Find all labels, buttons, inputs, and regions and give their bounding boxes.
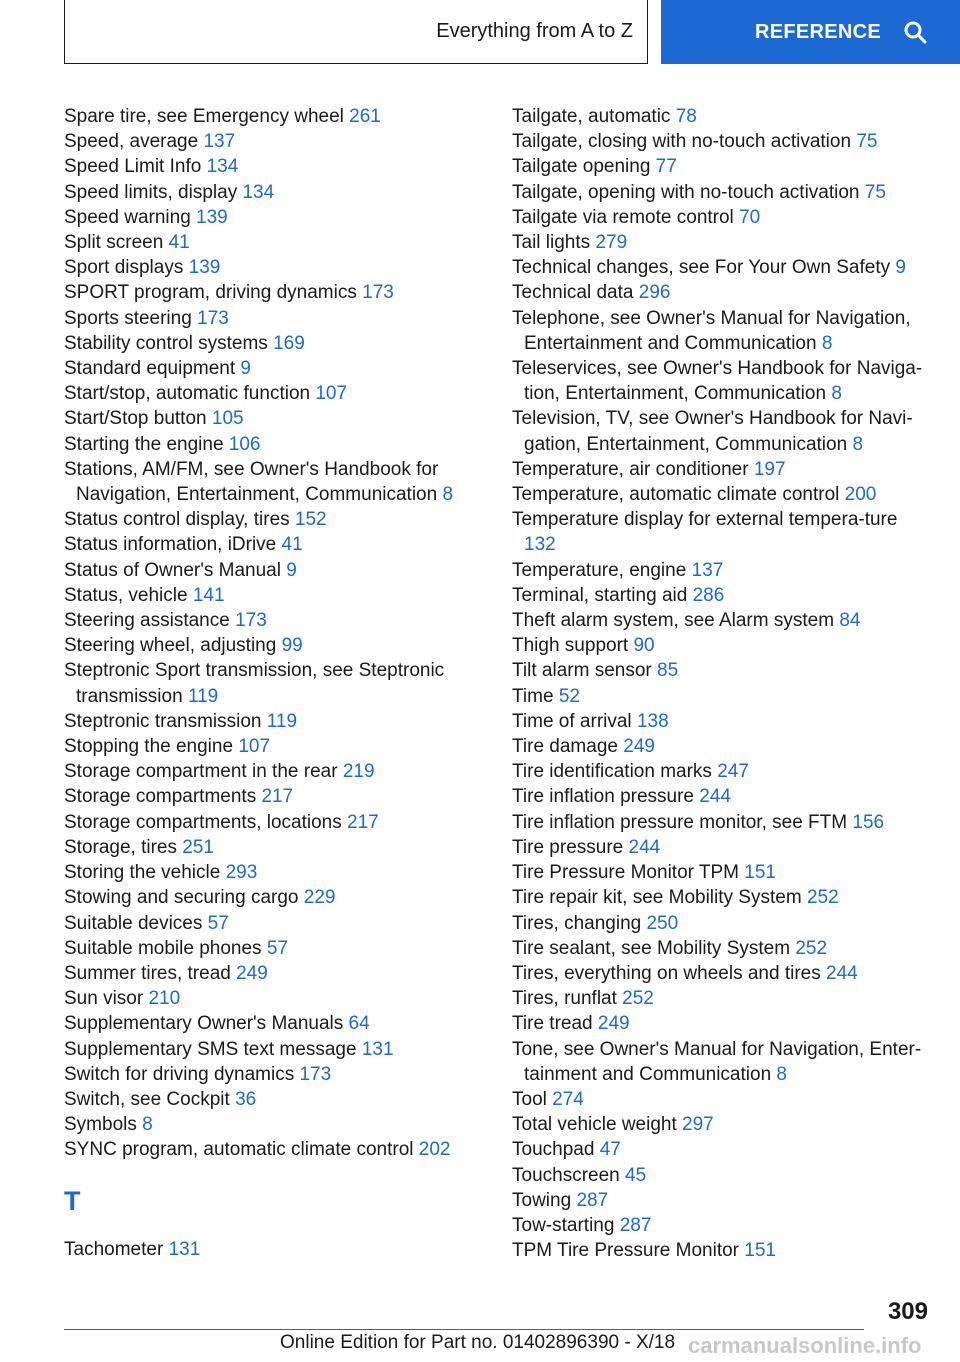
index-entry-text: Steptronic Sport transmission, see Steptronic transmission [64, 660, 445, 707]
index-entry-text: Stations, AM/FM, see Owner's Handbook for Navigation, Entertainment, Communication [64, 458, 439, 506]
index-entry-text: Tire identification marks [512, 761, 712, 783]
index-entry-text: Tool [512, 1088, 547, 1110]
index-entry [512, 911, 932, 936]
index-entry [64, 381, 464, 406]
index-entry-text: Time [512, 685, 554, 707]
index-entry [512, 1087, 932, 1112]
index-page-link[interactable]: 200 [844, 484, 877, 506]
index-page-link[interactable]: 219 [342, 761, 375, 783]
index-entry [512, 986, 932, 1011]
index-page-link[interactable]: 137 [203, 131, 236, 153]
index-entry-text: Steptronic transmission [64, 710, 262, 732]
index-entry-text: Touchpad [512, 1139, 595, 1161]
index-entry-text: Tailgate, opening with no-touch activation [512, 181, 860, 203]
index-entry-text: Tires, runflat [512, 988, 617, 1010]
index-page-link[interactable]: 8 [142, 1114, 153, 1136]
index-entry [512, 1037, 932, 1087]
index-entry-text: Tailgate via remote control [512, 206, 734, 228]
index-entry-text: Tire pressure [512, 836, 624, 858]
index-entry [64, 709, 464, 734]
index-page-link[interactable]: 141 [192, 584, 225, 606]
index-page-link[interactable]: 137 [691, 559, 724, 581]
index-page-link[interactable]: 47 [599, 1139, 621, 1161]
index-entry [512, 1137, 932, 1162]
index-page-link[interactable]: 75 [856, 131, 878, 153]
index-page-link[interactable]: 249 [597, 1013, 630, 1035]
index-page-link[interactable]: 173 [235, 610, 267, 632]
index-entry-text: Supplementary SMS text message [64, 1038, 357, 1060]
index-entry [512, 583, 932, 608]
index-entry-text: Starting the engine [64, 433, 224, 455]
index-entry [64, 558, 464, 583]
index-entry [64, 205, 464, 230]
index-entry-text: Total vehicle weight [512, 1114, 677, 1136]
index-entry [64, 104, 464, 129]
index-page-link[interactable]: 156 [852, 811, 885, 833]
index-entry [512, 658, 932, 683]
index-entry [512, 507, 932, 557]
index-page-link[interactable]: 261 [349, 106, 381, 127]
index-entry [64, 129, 464, 154]
index-entry-text: SPORT program, driving dynamics [64, 282, 357, 304]
index-page-link[interactable]: 286 [692, 584, 725, 606]
index-page-link[interactable]: 8 [442, 484, 454, 506]
index-page-link[interactable]: 173 [197, 307, 229, 329]
index-entry-text: Steering assistance [64, 610, 230, 632]
index-entry-text: Temperature, engine [512, 559, 687, 581]
index-entry-text: TPM Tire Pressure Monitor [512, 1240, 739, 1262]
index-entry [64, 1237, 464, 1262]
index-entry [512, 810, 932, 835]
index-entry-text: Teleservices, see Owner's Handbook for Naviga-tion, Entertainment, Communication [512, 358, 923, 405]
index-entry [64, 936, 464, 961]
index-page-link[interactable]: 85 [657, 660, 679, 682]
index-entry-text: Tire sealant, see Mobility System [512, 937, 791, 959]
index-entry-text: Tire tread [512, 1013, 593, 1035]
index-entry [512, 255, 932, 280]
index-entry [64, 255, 464, 280]
header-section-box [64, 0, 648, 64]
index-page-link[interactable]: 78 [675, 106, 697, 127]
index-page-link[interactable]: 139 [188, 257, 221, 279]
index-page-link[interactable]: 57 [266, 937, 288, 959]
index-page-link[interactable]: 119 [266, 710, 298, 732]
index-entry [64, 507, 464, 532]
footer-edition: Online Edition for Part no. 01402896390 - X/18 [280, 1332, 676, 1353]
index-page-link[interactable]: 138 [636, 710, 669, 732]
index-entry-text: Tone, see Owner's Manual for Navigation, Enter-tainment and Communication [512, 1038, 922, 1085]
index-page-link[interactable]: 84 [839, 610, 861, 632]
index-entry-text: Tailgate, closing with no-touch activation [512, 131, 852, 153]
index-entry [512, 154, 932, 179]
index-entry [512, 784, 932, 809]
index-entry-text: Speed limits, display [64, 181, 238, 203]
index-entry-text: Towing [512, 1189, 572, 1211]
index-entry [64, 180, 464, 205]
index-page-link[interactable]: 202 [418, 1139, 451, 1161]
index-entry-text: Time of arrival [512, 710, 632, 732]
index-entry-text: Sun visor [64, 988, 144, 1010]
index-page-link[interactable]: 119 [187, 685, 219, 707]
index-page-link[interactable]: 99 [281, 635, 303, 657]
index-page-link[interactable]: 105 [211, 408, 244, 430]
index-page-link[interactable]: 244 [699, 786, 731, 808]
index-entry [64, 734, 464, 759]
index-entry-text: Status control display, tires [64, 509, 290, 531]
index-page-link[interactable]: 64 [348, 1013, 370, 1035]
index-entry-text: Tow-starting [512, 1214, 615, 1236]
index-entry-text: SYNC program, automatic climate control [64, 1139, 414, 1161]
index-column-right [512, 104, 932, 1263]
index-page-link[interactable]: 41 [281, 534, 303, 556]
index-entry [512, 129, 932, 154]
index-page-link[interactable]: 45 [625, 1164, 647, 1186]
index-entry-text: Start/stop, automatic function [64, 383, 311, 405]
index-page-link[interactable]: 151 [744, 1240, 776, 1262]
index-page-link[interactable]: 249 [623, 736, 655, 758]
index-entry-text: Suitable mobile phones [64, 937, 262, 959]
index-entry-text: Storage compartments [64, 786, 257, 808]
index-page-link[interactable]: 173 [362, 282, 394, 304]
index-entry [512, 684, 932, 709]
index-page-link[interactable]: 274 [552, 1088, 584, 1110]
index-page-link[interactable]: 297 [682, 1114, 714, 1136]
index-page-link[interactable]: 52 [558, 685, 580, 707]
index-page-link[interactable]: 107 [315, 383, 348, 405]
index-entry [512, 482, 932, 507]
index-page-link[interactable]: 247 [717, 761, 749, 783]
index-entry [64, 306, 464, 331]
index-entry-text: Tires, everything on wheels and tires [512, 962, 821, 984]
index-entry-text: Speed warning [64, 206, 191, 228]
index-page-link[interactable]: 210 [148, 988, 181, 1010]
index-page-link[interactable]: 90 [633, 635, 655, 657]
index-page-link[interactable]: 249 [236, 962, 268, 984]
index-page-link[interactable]: 287 [576, 1189, 609, 1211]
index-entry-text: Temperature, air conditioner [512, 458, 749, 480]
index-entry-text: Spare tire, see Emergency wheel [64, 106, 344, 127]
index-entry [64, 810, 464, 835]
index-page-link[interactable]: 41 [168, 232, 190, 254]
index-entry-text: Summer tires, tread [64, 962, 231, 984]
search-icon[interactable] [903, 20, 927, 44]
index-entry-text: Touchscreen [512, 1164, 620, 1186]
index-entry [512, 860, 932, 885]
index-entry-text: Thigh support [512, 635, 629, 657]
index-entry [512, 633, 932, 658]
index-entry [512, 608, 932, 633]
index-entry [64, 457, 464, 507]
index-entry-text: Stopping the engine [64, 736, 234, 758]
index-page-link[interactable]: 217 [347, 811, 379, 833]
index-entry-text: Tailgate opening [512, 156, 651, 178]
index-entry-text: Stability control systems [64, 332, 268, 354]
index-page-link[interactable]: 252 [795, 937, 828, 959]
index-entry [64, 406, 464, 431]
index-entry [64, 280, 464, 305]
index-page-link[interactable]: 70 [739, 206, 761, 228]
index-entry [512, 205, 932, 230]
index-entry [512, 1213, 932, 1238]
index-entry-text: Storage compartment in the rear [64, 761, 338, 783]
index-entry [64, 1062, 464, 1087]
index-entry [512, 1112, 932, 1137]
index-entry [512, 835, 932, 860]
index-page-link[interactable]: 134 [242, 181, 275, 203]
index-entry [512, 306, 932, 356]
index-entry-text: Tire damage [512, 736, 618, 758]
index-entry [512, 936, 932, 961]
watermark: carmanualsonline.info [688, 1333, 922, 1358]
index-entry-text: Tachometer [64, 1238, 164, 1260]
index-page-link[interactable]: 293 [225, 862, 258, 884]
index-entry [512, 709, 932, 734]
index-entry [512, 961, 932, 986]
index-page-link[interactable]: 8 [821, 332, 833, 354]
index-entry-text: Temperature, automatic climate control [512, 484, 840, 506]
index-entry [64, 1087, 464, 1112]
index-entry [512, 759, 932, 784]
index-page-link[interactable]: 36 [235, 1088, 257, 1110]
index-page-link[interactable]: 251 [182, 836, 214, 858]
index-entry-text: Theft alarm system, see Alarm system [512, 610, 835, 632]
index-entry-text: Sports steering [64, 307, 192, 329]
index-page-link[interactable]: 197 [753, 458, 786, 480]
index-entry-text: Technical changes, see For Your Own Safety [512, 257, 891, 279]
index-page-link[interactable]: 152 [294, 509, 327, 531]
index-page-link[interactable]: 229 [303, 887, 336, 909]
index-entry-text: Tire inflation pressure [512, 786, 694, 808]
index-page-link[interactable]: 131 [168, 1238, 201, 1260]
reference-tab-label: REFERENCE [755, 20, 882, 43]
index-entry-text: Switch for driving dynamics [64, 1063, 295, 1085]
index-entry [64, 230, 464, 255]
index-entry-text: Split screen [64, 232, 164, 254]
index-entry-text: Storage compartments, locations [64, 811, 342, 833]
index-entry [64, 356, 464, 381]
index-entry [512, 734, 932, 759]
index-entry-text: Tire inflation pressure monitor, see FTM [512, 811, 848, 833]
index-entry [512, 558, 932, 583]
index-entry-text: Tailgate, automatic [512, 106, 671, 127]
index-entry [64, 608, 464, 633]
index-page-link[interactable]: 57 [207, 912, 229, 934]
index-entry [64, 1112, 464, 1137]
index-entry-text: Suitable devices [64, 912, 203, 934]
index-entry-text: Status, vehicle [64, 584, 188, 606]
index-entry-text: Status information, iDrive [64, 534, 277, 556]
index-entry [64, 961, 464, 986]
index-entry-text: Technical data [512, 282, 634, 304]
index-entry [64, 432, 464, 457]
index-entry-text: Tire Pressure Monitor TPM [512, 862, 739, 884]
index-page-link[interactable]: 252 [806, 887, 839, 909]
index-entry-text: Symbols [64, 1114, 137, 1136]
reference-tab[interactable] [661, 0, 960, 64]
index-page-link[interactable]: 244 [826, 962, 858, 984]
index-entry-text: Tilt alarm sensor [512, 660, 652, 682]
index-entry [64, 658, 464, 708]
index-entry-text: Storing the vehicle [64, 862, 221, 884]
index-column-left [64, 104, 464, 1262]
index-page-link[interactable]: 252 [622, 988, 654, 1010]
index-page-link[interactable]: 287 [619, 1214, 652, 1236]
index-page-link[interactable]: 8 [776, 1063, 787, 1085]
index-entry-text: Telephone, see Owner's Manual for Navigation, Entertainment and Communication [512, 307, 911, 354]
index-page-link[interactable]: 9 [286, 559, 297, 581]
index-page-link[interactable]: 139 [196, 206, 228, 228]
index-page-link[interactable]: 217 [261, 786, 294, 808]
index-entry-text: Switch, see Cockpit [64, 1088, 230, 1110]
index-entry-text: Start/Stop button [64, 408, 207, 430]
index-page-link[interactable]: 296 [638, 282, 671, 304]
index-page-link[interactable]: 250 [646, 912, 679, 934]
index-entry [64, 860, 464, 885]
index-entry [64, 1137, 464, 1162]
index-entry [64, 911, 464, 936]
header-section-title: Everything from A to Z [436, 20, 633, 42]
index-entry [64, 759, 464, 784]
index-page-link[interactable]: 8 [852, 433, 864, 455]
index-entry [512, 1163, 932, 1188]
index-entry [64, 1011, 464, 1036]
index-page-link[interactable]: 77 [655, 156, 677, 178]
index-page-link[interactable]: 151 [744, 862, 776, 884]
index-entry-text: Tail lights [512, 232, 591, 254]
index-entry [512, 356, 932, 406]
index-entry [64, 532, 464, 557]
index-entry [64, 986, 464, 1011]
index-entry [64, 835, 464, 860]
index-entry-text: Supplementary Owner's Manuals [64, 1013, 344, 1035]
index-entry [512, 1011, 932, 1036]
index-entry-text: Tire repair kit, see Mobility System [512, 887, 802, 909]
index-entry [512, 457, 932, 482]
index-page-link[interactable]: 169 [273, 332, 305, 354]
index-page-link[interactable]: 134 [206, 156, 239, 178]
index-entry [64, 1037, 464, 1062]
index-entry [64, 633, 464, 658]
index-entry-text: Stowing and securing cargo [64, 887, 299, 909]
index-entry [512, 230, 932, 255]
index-page-link[interactable]: 9 [895, 257, 906, 279]
index-page-link[interactable]: 8 [831, 383, 842, 405]
index-entry [512, 104, 932, 129]
index-entry-text: Television, TV, see Owner's Handbook for Navi-gation, Entertainment, Communication [512, 408, 913, 455]
index-entry [64, 583, 464, 608]
index-entry-text: Sport displays [64, 257, 184, 279]
index-entry-text: Temperature display for external tempera-ture [512, 509, 898, 531]
index-page-link[interactable]: 132 [524, 534, 556, 556]
index-entry-text: Terminal, starting aid [512, 584, 688, 606]
index-entry [512, 280, 932, 305]
index-page-link[interactable]: 9 [240, 358, 251, 380]
index-entry [512, 1238, 932, 1263]
page-number: 309 [887, 1298, 928, 1325]
index-entry-text: Steering wheel, adjusting [64, 635, 277, 657]
index-entry-text: Standard equipment [64, 358, 236, 380]
index-page-link[interactable]: 75 [864, 181, 886, 203]
index-entry-text: Status of Owner's Manual [64, 559, 281, 581]
index-page-link[interactable]: 106 [228, 433, 261, 455]
index-entry [512, 406, 932, 456]
index-page-link[interactable]: 173 [299, 1063, 332, 1085]
index-entry [512, 885, 932, 910]
index-section-letter: T [64, 1185, 81, 1216]
index-entry [64, 154, 464, 179]
index-page-link[interactable]: 107 [238, 736, 271, 758]
index-page-link[interactable]: 279 [595, 232, 628, 254]
index-page-link[interactable]: 244 [628, 836, 661, 858]
index-entry [512, 1188, 932, 1213]
index-entry-text: Tires, changing [512, 912, 642, 934]
index-entry [64, 331, 464, 356]
index-entry-text: Storage, tires [64, 836, 177, 858]
index-entry-text: Speed Limit Info [64, 156, 202, 178]
footer-divider [64, 1329, 864, 1330]
index-entry [512, 180, 932, 205]
index-page-link[interactable]: 131 [361, 1038, 394, 1060]
index-entry-text: Speed, average [64, 131, 199, 153]
index-entry [64, 784, 464, 809]
index-entry [64, 885, 464, 910]
